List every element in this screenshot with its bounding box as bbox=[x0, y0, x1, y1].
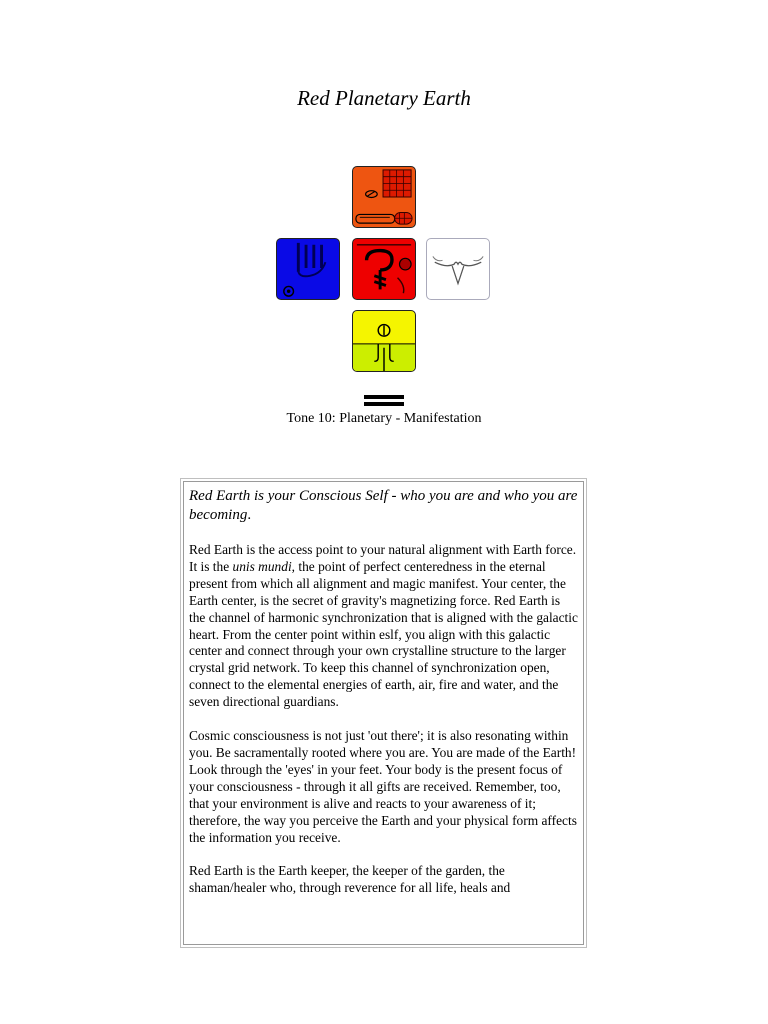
tone-bars-icon bbox=[364, 395, 404, 409]
tone-label: Tone 10: Planetary - Manifestation bbox=[286, 411, 482, 426]
paragraph-1: Red Earth is the access point to your natural alignment with Earth force. It is the unis mundi, the point of perfect centeredness in the eternal present from which all alignment and magic manifest. Your center, the Earth center, is the secret of gravity's magnetizing force. Red Earth is the channel of harmonic synchronization that is aligned with the galactic heart. From the center point within eslf, you align with this galactic center and connect through your own crystalline structure to the larger crystal grid network. To keep this channel of synchronization open, connect to the elemental energies of earth, air, fire and water, and the seven directional guardians. bbox=[189, 542, 578, 710]
antipode-white-glyph-icon bbox=[426, 238, 490, 300]
oracle-cross bbox=[0, 0, 768, 420]
paragraph-3: Red Earth is the Earth keeper, the keeper of the garden, the shaman/healer who, through reverence for all life, heals and bbox=[189, 863, 511, 896]
description-panel bbox=[180, 478, 587, 948]
page-title: Red Planetary Earth bbox=[297, 86, 471, 110]
paragraph-2: Cosmic consciousness is not just 'out there'; it is also resonating within you. Be sacramentally rooted where you are. You are made of the Earth! Look through the 'eyes' in your feet. Your body is the present focus of your consciousness - through it all gifts are received. Remember, too, that your environment is alive and reacts to your awareness of it; therefore, the way you perceive the Earth and your physical form affects the information you receive. bbox=[189, 728, 577, 845]
intro-text: Red Earth is your Conscious Self - who you are and who you are becoming. bbox=[189, 488, 578, 523]
destiny-red-earth-icon bbox=[352, 238, 416, 300]
analog-blue-hand-icon bbox=[276, 238, 340, 300]
occult-yellow-glyph-icon bbox=[352, 310, 416, 372]
guide-red-earth-icon bbox=[352, 166, 416, 228]
